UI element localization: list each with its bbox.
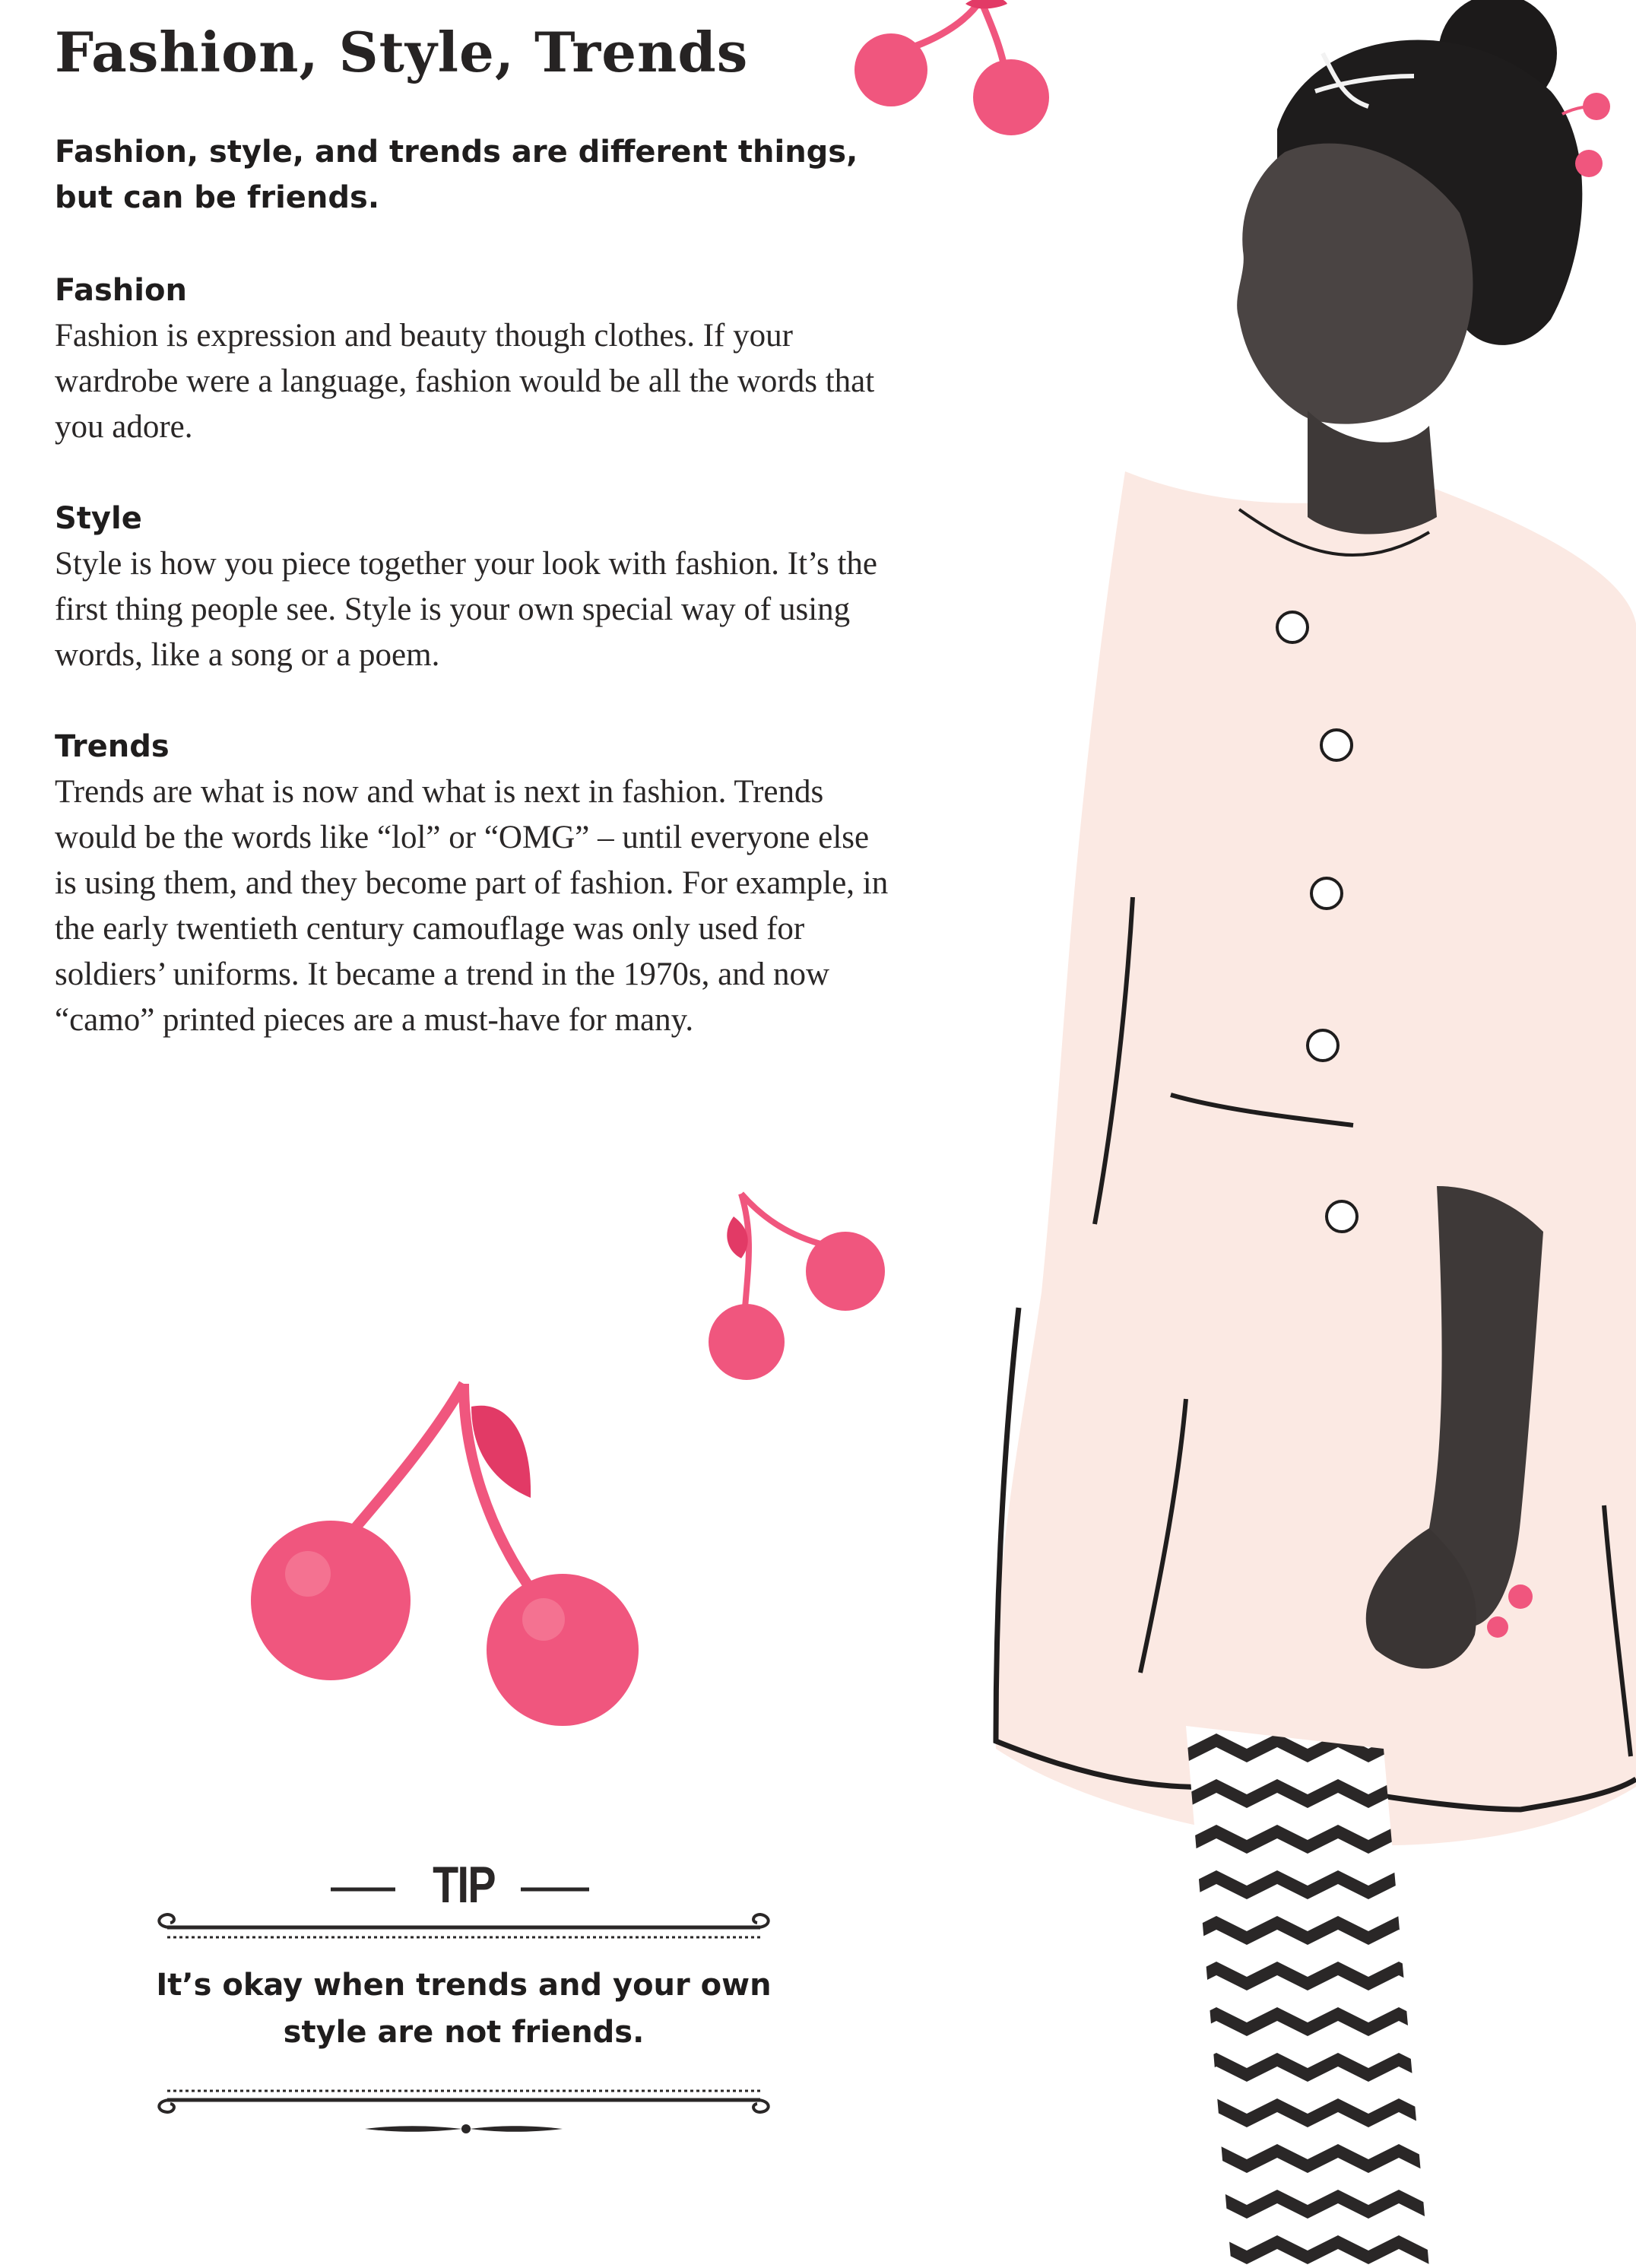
section-body-style: Style is how you piece together your look with fashion. It’s the first thing people see. Style is your own special way of using words, like a song or a poem.: [55, 546, 877, 673]
intro-text: Fashion, style, and trends are different things, but can be friends.: [55, 135, 858, 215]
page-title: Fashion, Style, Trends: [55, 20, 749, 84]
tip-box: [152, 1848, 775, 2129]
section-body-fashion: Fashion is expression and beauty though clothes. If your wardrobe were a language, fashion would be all the words that you adore.: [55, 318, 875, 445]
section-fashion: [55, 268, 899, 450]
section-heading-trends: Trends: [55, 729, 170, 764]
tip-ornament-bottom: [152, 2076, 775, 2136]
cherry-icon-large: [243, 1369, 654, 1734]
cherry-icon-small: [707, 1186, 889, 1384]
tip-text: It’s okay when trends and your own style are not friends.: [156, 1968, 772, 2050]
girl-illustration: [882, 0, 1636, 2268]
section-heading-fashion: Fashion: [55, 273, 187, 308]
section-trends: [55, 724, 899, 1043]
section-style: [55, 496, 899, 678]
tip-label: TIP: [433, 1856, 495, 1914]
section-heading-style: Style: [55, 501, 142, 536]
section-body-trends: Trends are what is now and what is next in fashion. Trends would be the words like “lol” or “OMG” – until everyone else is using them, and they become part of fashion. For example, in the early twentieth century camouflage was only used for soldiers’ uniforms. It became a trend in the 1970s, and now “camo” printed pieces are a must-have for many.: [55, 774, 889, 1038]
